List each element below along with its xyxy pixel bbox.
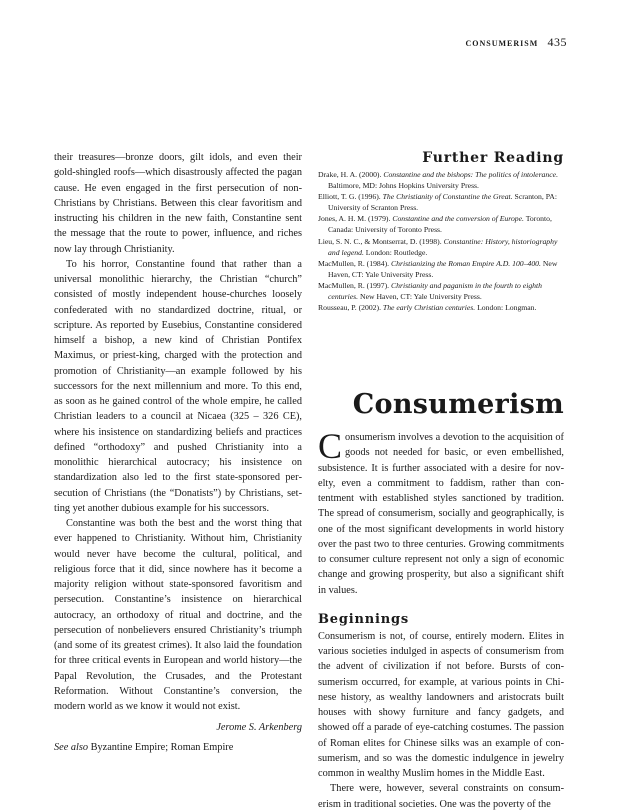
body-paragraph: Consumerism is not, of course, entirely modern. Elites in various societies indulged in aspects of consumerism from the advent of civilization if not before. Bursts of consumerism occurred, for example, at various points in Chinese history, as wealthy landowners and aristocrats built houses with showy furniture and fancy gadgets, and showed off a parade of eye-catching costumes. The passion of Roman elites for Chinese silks was an example of consumerism, and so was the domestic indulgence in jewelry common in wealthy Muslim homes in the Middle East. [318,630,564,780]
reference-item: Drake, H. A. (2000). Constantine and the bishops: The politics of intolerance. Baltimore, MD: Johns Hopkins University Press. [318,170,558,191]
article-title: Consumerism [352,389,564,421]
page-number: 435 [547,35,567,49]
see-also-links[interactable]: Byzantine Empire; Roman Empire [90,742,234,754]
see-also [54,742,302,753]
left-column [54,150,302,753]
body-paragraph: their treasures—bronze doors, gilt idols, and even their gold-shingled roofs—which disastrously affected the pagan cause. He even engaged in the first persecution of non-Christians by Christians. Between this clear favoritism and instructing his children in the new faith, Constantine sent the message that the route to power, influence, and riches now lay through Christianity. [54,152,302,255]
reference-item: MacMullen, R. (1997). Christianity and paganism in the fourth to eighth centuries. New Haven, CT: Yale University Press. [318,280,543,302]
see-also-label: See also [54,742,89,754]
reference-item: MacMullen, R. (1984). Christianizing the Roman Empire A.D. 100–400. New Haven, CT: Yale University Press. [318,258,558,279]
running-head-title: consumerism [465,37,539,49]
right-column [318,150,564,812]
running-head [465,35,567,50]
reference-item: Elliott, T. G. (1996). The Christianity of Constantine the Great. Scranton, PA: University of Scranton Press. [318,192,557,213]
reference-item: Rousseau, P. (2002). The early Christian centuries. London: Longman. [318,303,537,313]
reference-item: Lieu, S. N. C., & Montserrat, D. (1998). Constantine: History, historiography and legend. London: Routledge. [318,236,558,257]
body-paragraph: To his horror, Constantine found that rather than a universal monolithic hierarchy, the Christian “church” consisted of mostly independent house-churches loosely confederated with no standardized doctrine, ritual, or scripture. As reported by Eusebius, Constantine considered himself a bishop, a new kind of Christian Pontifex Maximus, or priest-king, charged with the protection and promotion of Christianity—an example followed by his successors for the next millennium and more. To this end, as soon as he gained control of the whole empire, he called Christian leaders to a council at Nicaea (325 – 326 CE), where his insistence on standardizing beliefs and practices defined “orthodoxy” and pushed Christianity into a monolithic hierarchical autocracy; his insistence on standardization also led to the first state-sponsored persecution of Christians (the “Donatists”) by Christians, setting yet another dubious example for his successors. [54,258,302,514]
body-paragraph: Constantine was both the best and the worst thing that ever happened to Christianity. Without him, Christianity would never have become the cultural, political, and religious force that it did, since nowhere has it become a majority religion without state-sponsored favoritism and persecution. Constantine’s insistence on hierarchical autocracy, an orthodoxy of ritual and doctrine, and the persecution of nonbelievers ensured Christianity’s triumph (and some of its greatest crimes). It also laid the foundation for three critical events in European and world history—the Papal Revolution, the Crusades, and the Protestant Reformation. Without Constantine’s conversion, the modern world as we know it would not exist. [54,518,302,712]
reference-list [318,169,564,313]
section-heading: Beginnings [318,611,409,627]
lead-paragraph: Consumerism involves a devotion to the acquisition of goods not needed for basic, or even embellished, subsistence. It is further associated with a desire for novelty, even a commitment to faddism, rather than contentment with established styles sanctioned by tradition. The spread of consumerism, socially and geographically, is one of the most significant developments in world history over the past two to three centuries. Growing commitments to consumer culture represent not only a sign of economic change and growing prosperity, but also a significant shift in values. [318,426,564,596]
body-paragraph: There were, however, several constraints on consumerism in traditional societies. One was the poverty of the [318,783,564,810]
reference-item: Jones, A. H. M. (1979). Constantine and the conversion of Europe. Toronto, Canada: University of Toronto Press. [318,214,552,235]
drop-cap: C [318,426,343,467]
author-signature: Jerome S. Arkenberg [216,722,302,734]
further-reading-heading: Further Reading [422,150,564,166]
